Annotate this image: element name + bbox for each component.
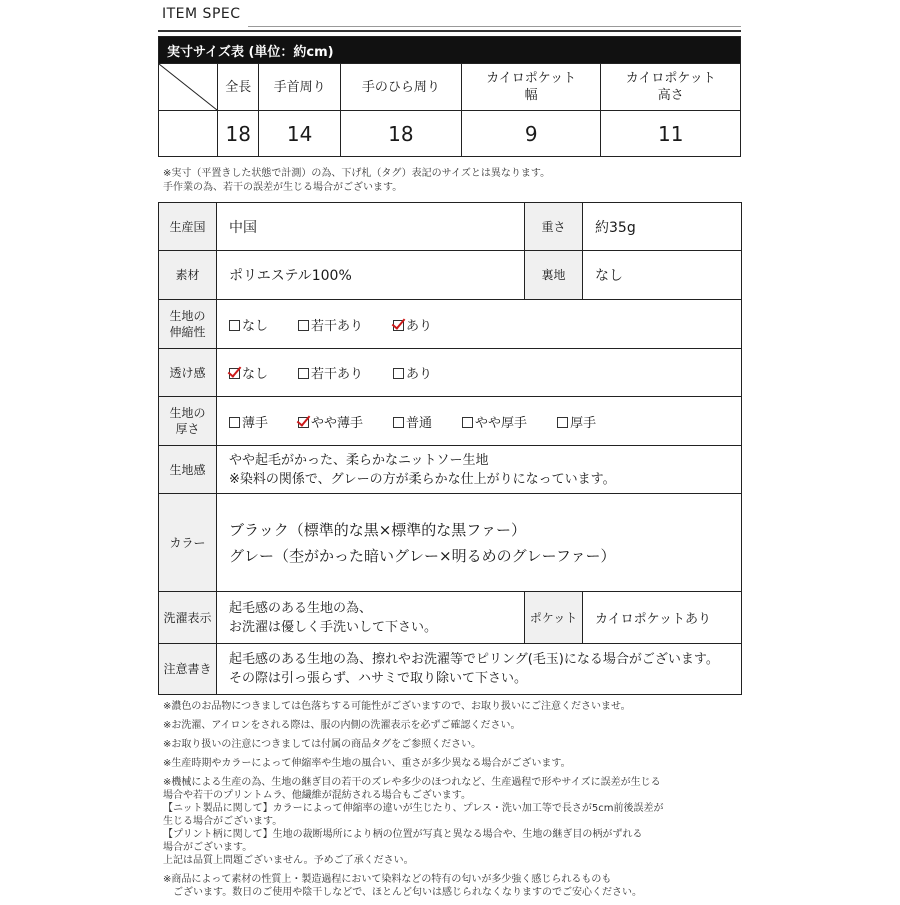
checkbox-option [393,412,432,431]
lining-value: なし [583,251,742,300]
color-line: グレー（杢がかった暗いグレー×明るめのグレーファー） [229,546,616,565]
spec-table [158,202,742,695]
checkbox-option [298,315,363,334]
size-col-header-line: カイロポケット [486,71,577,86]
material-label: 素材 [159,251,217,300]
label-line: 伸縮性 [169,325,206,339]
color-line: ブラック（標準的な黒×標準的な黒ファー） [229,520,526,539]
weight-label: 重さ [525,203,583,251]
lining-label: 裏地 [525,251,583,300]
size-col-header [259,64,340,111]
feel-value [217,446,742,494]
sheer-label: 透け感 [159,349,217,397]
size-col-header-line: 手首周り [273,79,326,95]
size-col-header-line: 高さ [657,88,684,103]
origin-label: 生産国 [159,203,217,251]
size-col-header [340,64,461,111]
empty-box-icon [298,320,309,331]
size-col-header-line: 全長 [225,79,252,95]
size-note-2: 手作業の為、若干の誤差が生じる場合がございます。 [163,182,403,193]
spec-row-sheer [159,349,742,397]
size-value: 18 [218,111,259,157]
size-value: 11 [601,111,741,157]
diagonal-corner-cell [159,64,218,111]
size-col-header-line: カイロポケット [625,71,716,86]
label-line: 生地の [169,309,206,323]
checkbox-option-label: あり [406,318,433,334]
size-value: 14 [259,111,340,157]
size-table-title: 実寸サイズ表 (単位：約cm) [159,37,741,64]
wash-label: 洗濯表示 [159,592,217,644]
footnote: ※機械による生産の為、生地の継ぎ目の若干のズレや多少のほつれなど、生産過程で形やサイズに誤差が生じる 場合や若干のプリントムラ、他繊維が混紡される場合もございます。 【ニット製品に関して】カラーによって伸縮率の違いが生じたり、プレス・洗い加工等で長さが5cm前後誤差が 生じる場合がございます。 【プリント柄に関して】生地の裁断場所により柄の位置が写真と異なる場合や、生地の継ぎ目の柄がずれる 場合がございます。 上記は品質上問題ございません。予めご了承ください。 [163,777,664,866]
checkbox-option [298,363,363,382]
checked-box-icon [298,417,309,428]
material-value: ポリエステル100% [217,251,525,300]
feel-label: 生地感 [159,446,217,494]
footnotes [163,700,664,905]
spec-row-material [159,251,742,300]
checkbox-option [462,412,527,431]
checkbox-option [229,363,268,382]
origin-value: 中国 [217,203,525,251]
spec-row-thickness [159,397,742,446]
color-label: カラー [159,494,217,592]
empty-box-icon [229,320,240,331]
empty-box-icon [229,417,240,428]
feel-line: やや起毛がかった、柔らかなニットソー生地 [229,452,489,468]
label-line: 厚さ [175,422,200,436]
stretch-label [159,300,217,349]
spec-row-stretch [159,300,742,349]
spec-row-caution [159,644,742,695]
size-col-header [601,64,741,111]
checkbox-option-label: 若干あり [311,367,364,382]
pocket-value: カイロポケットあり [583,592,742,644]
empty-cell [159,111,218,157]
footnote: ※お取り扱いの注意につきましては付属の商品タグをご参照ください。 [163,739,482,750]
size-table-header-row [159,64,741,111]
checkbox-option-label: 普通 [406,415,433,431]
footnote: ※商品によって素材の性質上・製造過程において染料などの特有の匂いが多少強く感じられるものも ございます。数日のご使用や陰干しなどで、ほとんど匂いは感じられなくなりますのでご安心ください。 [163,874,642,898]
checkbox-option-label: 薄手 [242,415,269,431]
checkbox-option [229,412,268,431]
checkbox-option-label: 若干あり [311,318,364,334]
spec-row-origin [159,203,742,251]
thickness-options [217,397,742,446]
checkbox-option [393,315,432,334]
empty-box-icon [462,417,473,428]
stretch-options [217,300,742,349]
caution-label: 注意書き [159,644,217,695]
size-table [158,36,741,157]
empty-box-icon [298,368,309,379]
size-note-1: ※実寸（平置きした状態で計測）の為、下げ札（タグ）表記のサイズとは異なります。 [163,168,551,179]
caution-value [217,644,742,695]
color-value [217,494,742,592]
checkbox-option-label: なし [242,318,269,334]
pocket-label: ポケット [525,592,583,644]
footnote: ※お洗濯、アイロンをされる際は、服の内側の洗濯表示を必ずご確認ください。 [163,720,521,731]
size-value: 9 [461,111,601,157]
item-spec-title: ITEM SPEC [162,6,241,22]
checkbox-option [393,363,432,382]
empty-box-icon [393,417,404,428]
spec-row-color [159,494,742,592]
feel-line: ※染料の関係で、グレーの方が柔らかな仕上がりになっています。 [229,471,616,487]
size-table-values-row [159,111,741,157]
checked-box-icon [393,320,404,331]
checkbox-option [298,412,363,431]
size-value: 18 [340,111,461,157]
label-line: 生地の [169,406,206,420]
checked-box-icon [229,368,240,379]
empty-box-icon [393,368,404,379]
caution-line: 起毛感のある生地の為、擦れやお洗濯等でピリング(毛玉)になる場合がございます。 [229,652,719,667]
checkbox-option-label: 厚手 [570,415,597,431]
size-col-header-line: 幅 [524,88,538,103]
footnote: ※濃色のお品物につきましては色落ちする可能性がございますので、お取り扱いにご注意くださいませ。 [163,701,631,712]
weight-value: 約35g [583,203,742,251]
wash-line: 起毛感のある生地の為、 [229,600,373,616]
thickness-label [159,397,217,446]
checkbox-option-label: あり [406,367,433,382]
size-col-header [461,64,601,111]
header-divider [248,26,741,27]
spec-row-wash [159,592,742,644]
caution-line: その際は引っ張らず、ハサミで取り除いて下さい。 [229,671,527,686]
spec-row-feel [159,446,742,494]
checkbox-option [229,315,268,334]
checkbox-option-label: なし [242,367,269,382]
sheer-options [217,349,742,397]
size-col-header-line: 手のひら周り [361,79,440,95]
checkbox-option-label: やや厚手 [475,415,528,431]
size-col-header [218,64,259,111]
wash-line: お洗濯は優しく手洗いして下さい。 [229,619,438,635]
wash-value [217,592,525,644]
checkbox-option-label: やや薄手 [311,415,364,431]
footnote: ※生産時期やカラーによって伸縮率や生地の風合い、重さが多少異なる場合がございます。 [163,758,571,769]
checkbox-option [557,412,596,431]
item-spec-header [158,0,741,32]
empty-box-icon [557,417,568,428]
